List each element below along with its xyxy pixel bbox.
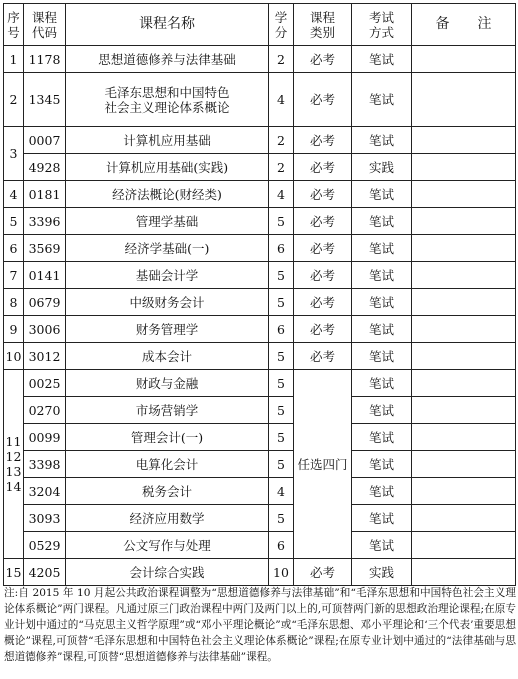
- code-cell: 0270: [24, 397, 66, 424]
- name-cell: 经济学基础(一): [66, 235, 269, 262]
- table-row: [4, 451, 516, 478]
- code-cell: 0025: [24, 370, 66, 397]
- remark-cell: [412, 127, 516, 154]
- name-cell: 财政与金融: [66, 370, 269, 397]
- exam-cell: 笔试: [352, 73, 412, 127]
- code-cell: 3398: [24, 451, 66, 478]
- credit-cell: 5: [269, 289, 294, 316]
- remark-cell: [412, 424, 516, 451]
- name-cell: 管理学基础: [66, 208, 269, 235]
- code-cell: 0679: [24, 289, 66, 316]
- name-cell: 市场营销学: [66, 397, 269, 424]
- table-row: [4, 343, 516, 370]
- table-row: [4, 505, 516, 532]
- table-header-row: [4, 4, 516, 46]
- credit-cell: 5: [269, 208, 294, 235]
- exam-cell: 笔试: [352, 343, 412, 370]
- table-row: [4, 559, 516, 586]
- exam-cell: 笔试: [352, 370, 412, 397]
- code-cell: 0529: [24, 532, 66, 559]
- header-credit: 学 分: [269, 4, 294, 46]
- remark-cell: [412, 289, 516, 316]
- remark-cell: [412, 262, 516, 289]
- table-row: [4, 397, 516, 424]
- exam-cell: 笔试: [352, 451, 412, 478]
- credit-cell: 2: [269, 127, 294, 154]
- category-cell: 必考: [294, 154, 352, 181]
- credit-cell: 2: [269, 46, 294, 73]
- remark-cell: [412, 208, 516, 235]
- seq-cell: 8: [4, 289, 24, 316]
- table-row: [4, 316, 516, 343]
- exam-cell: 笔试: [352, 532, 412, 559]
- table-row: [4, 46, 516, 73]
- name-cell: 电算化会计: [66, 451, 269, 478]
- name-cell: 计算机应用基础(实践): [66, 154, 269, 181]
- category-cell: 必考: [294, 559, 352, 586]
- seq-cell: 6: [4, 235, 24, 262]
- exam-cell: 笔试: [352, 235, 412, 262]
- remark-cell: [412, 478, 516, 505]
- name-cell: 计算机应用基础: [66, 127, 269, 154]
- code-cell: 3012: [24, 343, 66, 370]
- category-cell: 必考: [294, 46, 352, 73]
- remark-cell: [412, 343, 516, 370]
- remark-cell: [412, 316, 516, 343]
- code-cell: 1178: [24, 46, 66, 73]
- table-row: [4, 289, 516, 316]
- name-cell: 经济应用数学: [66, 505, 269, 532]
- category-cell: 必考: [294, 181, 352, 208]
- category-cell: 必考: [294, 127, 352, 154]
- credit-cell: 2: [269, 154, 294, 181]
- credit-cell: 6: [269, 316, 294, 343]
- code-cell: 0181: [24, 181, 66, 208]
- code-cell: 3396: [24, 208, 66, 235]
- credit-cell: 6: [269, 532, 294, 559]
- exam-cell: 实践: [352, 154, 412, 181]
- table-row: [4, 208, 516, 235]
- name-cell: 毛泽东思想和中国特色 社会主义理论体系概论: [66, 73, 269, 127]
- footnote: 注:自 2015 年 10 月起公共政治课程调整为“思想道德修养与法律基础”和“毛泽东思想和中国特色社会主义理论体系概论”两门课程。凡通过原三门政治课程中两门及两门以上的,可顶替两门新的思想政治理论课程;在原专业计划中通过的“马克思主义哲学原理”或“邓小平理论概论”或“毛泽东思想、邓小平理论和‘三个代表’重要思想概论”课程,可顶替“毛泽东思想和中国特色社会主义理论体系概论”课程;在原专业计划中通过的“法律基础与思想道德修养”课程,可顶替“思想道德修养与法律基础”课程。: [4, 587, 516, 663]
- table-row: [4, 181, 516, 208]
- category-cell: 必考: [294, 343, 352, 370]
- code-cell: 3204: [24, 478, 66, 505]
- seq-cell: 7: [4, 262, 24, 289]
- code-cell: 3093: [24, 505, 66, 532]
- table-row: [4, 424, 516, 451]
- seq-cell: 9: [4, 316, 24, 343]
- remark-cell: [412, 154, 516, 181]
- exam-cell: 笔试: [352, 208, 412, 235]
- category-cell: 必考: [294, 316, 352, 343]
- credit-cell: 5: [269, 370, 294, 397]
- exam-cell: 笔试: [352, 181, 412, 208]
- remark-cell: [412, 46, 516, 73]
- name-cell: 成本会计: [66, 343, 269, 370]
- remark-cell: [412, 505, 516, 532]
- code-cell: 0141: [24, 262, 66, 289]
- credit-cell: 4: [269, 73, 294, 127]
- table-row: [4, 127, 516, 154]
- remark-cell: [412, 397, 516, 424]
- table-body: [4, 46, 516, 586]
- code-cell: 4205: [24, 559, 66, 586]
- credit-cell: 5: [269, 451, 294, 478]
- remark-cell: [412, 532, 516, 559]
- name-cell: 管理会计(一): [66, 424, 269, 451]
- name-cell: 思想道德修养与法律基础: [66, 46, 269, 73]
- seq-cell: 10: [4, 343, 24, 370]
- name-cell: 经济法概论(财经类): [66, 181, 269, 208]
- credit-cell: 5: [269, 262, 294, 289]
- exam-cell: 笔试: [352, 127, 412, 154]
- code-cell: 0099: [24, 424, 66, 451]
- table-row: [4, 370, 516, 397]
- header-code: 课程 代码: [24, 4, 66, 46]
- credit-cell: 4: [269, 478, 294, 505]
- category-cell: 必考: [294, 235, 352, 262]
- remark-cell: [412, 235, 516, 262]
- table-row: [4, 235, 516, 262]
- credit-cell: 4: [269, 181, 294, 208]
- exam-cell: 实践: [352, 559, 412, 586]
- credit-cell: 5: [269, 424, 294, 451]
- header-category: 课程 类别: [294, 4, 352, 46]
- code-cell: 0007: [24, 127, 66, 154]
- credit-cell: 6: [269, 235, 294, 262]
- remark-cell: [412, 181, 516, 208]
- table-row: [4, 478, 516, 505]
- credit-cell: 5: [269, 343, 294, 370]
- name-cell: 税务会计: [66, 478, 269, 505]
- category-cell: 任选四门: [294, 370, 352, 559]
- exam-cell: 笔试: [352, 397, 412, 424]
- remark-cell: [412, 73, 516, 127]
- table-row: [4, 532, 516, 559]
- name-cell: 财务管理学: [66, 316, 269, 343]
- remark-cell: [412, 451, 516, 478]
- category-cell: 必考: [294, 262, 352, 289]
- header-exam: 考试 方式: [352, 4, 412, 46]
- exam-cell: 笔试: [352, 262, 412, 289]
- seq-cell: 1: [4, 46, 24, 73]
- seq-cell: 2: [4, 73, 24, 127]
- code-cell: 3006: [24, 316, 66, 343]
- exam-cell: 笔试: [352, 505, 412, 532]
- category-cell: 必考: [294, 73, 352, 127]
- remark-cell: [412, 559, 516, 586]
- category-cell: 必考: [294, 289, 352, 316]
- name-cell: 基础会计学: [66, 262, 269, 289]
- code-cell: 1345: [24, 73, 66, 127]
- table-row: [4, 73, 516, 127]
- name-cell: 公文写作与处理: [66, 532, 269, 559]
- exam-cell: 笔试: [352, 46, 412, 73]
- credit-cell: 10: [269, 559, 294, 586]
- curriculum-table: [3, 3, 516, 586]
- code-cell: 3569: [24, 235, 66, 262]
- seq-cell: 3: [4, 127, 24, 181]
- header-remark: 备 注: [412, 4, 516, 46]
- table-row: [4, 262, 516, 289]
- header-seq: 序 号: [4, 4, 24, 46]
- exam-cell: 笔试: [352, 478, 412, 505]
- table-row: [4, 154, 516, 181]
- exam-cell: 笔试: [352, 289, 412, 316]
- exam-cell: 笔试: [352, 424, 412, 451]
- seq-cell: 5: [4, 208, 24, 235]
- seq-cell: 11 12 13 14: [4, 370, 24, 559]
- name-cell: 中级财务会计: [66, 289, 269, 316]
- category-cell: 必考: [294, 208, 352, 235]
- seq-cell: 4: [4, 181, 24, 208]
- credit-cell: 5: [269, 505, 294, 532]
- code-cell: 4928: [24, 154, 66, 181]
- exam-cell: 笔试: [352, 316, 412, 343]
- credit-cell: 5: [269, 397, 294, 424]
- seq-cell: 15: [4, 559, 24, 586]
- remark-cell: [412, 370, 516, 397]
- header-name: 课程名称: [66, 4, 269, 46]
- name-cell: 会计综合实践: [66, 559, 269, 586]
